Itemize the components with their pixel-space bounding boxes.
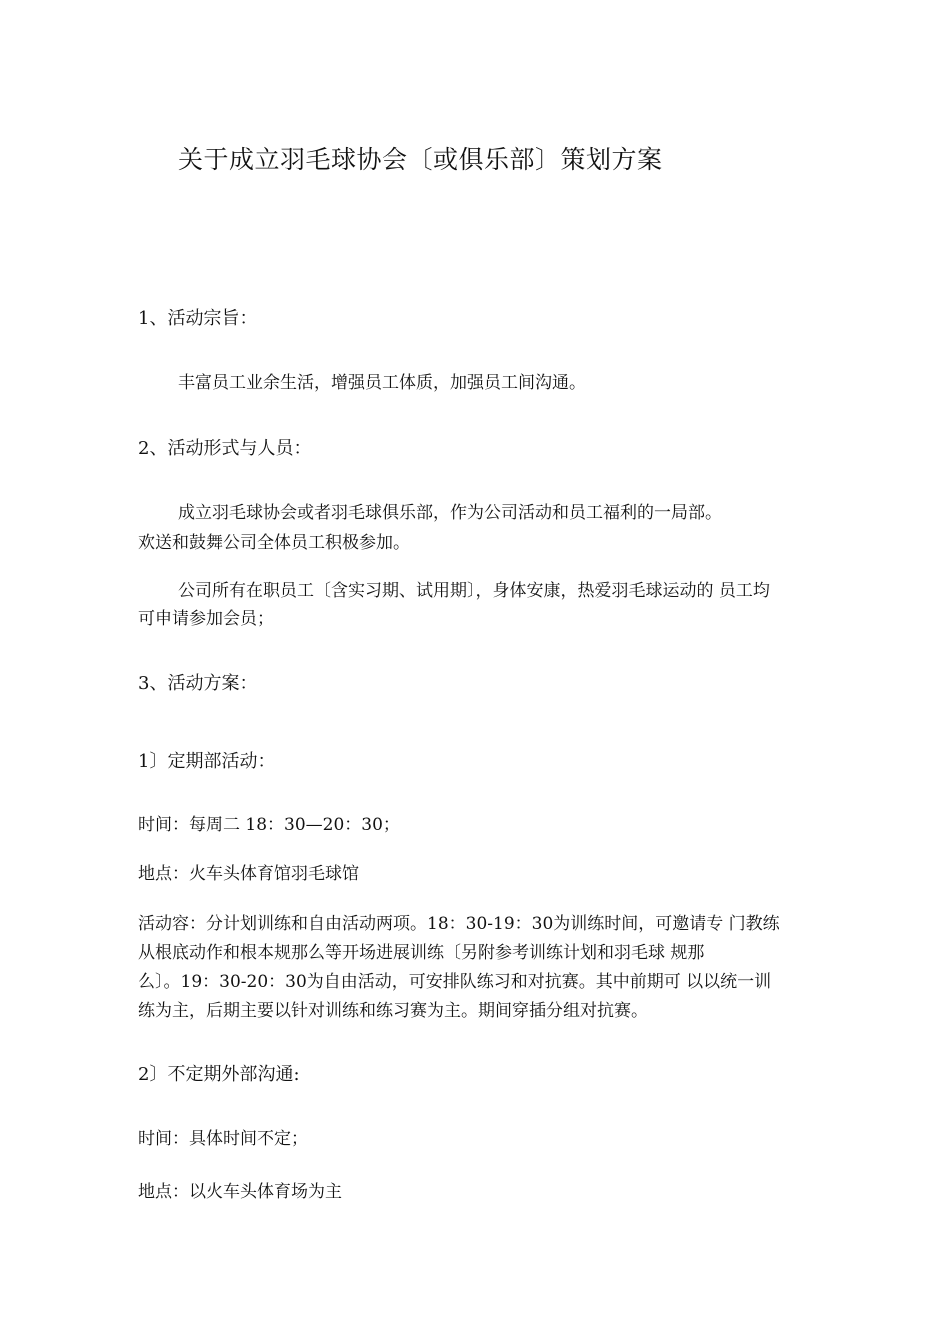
section-2-para-1-line-1: 成立羽毛球协会或者羽毛球俱乐部，作为公司活动和员工福利的一局部。 xyxy=(178,503,722,523)
subsection-1-time: 时间：每周二 18：30—20：30； xyxy=(138,815,400,835)
subsection-2-time: 时间：具体时间不定； xyxy=(138,1129,308,1149)
subsection-2-place: 地点：以火车头体育场为主 xyxy=(138,1182,342,1202)
subsection-1-content-line-4: 练为主，后期主要以针对训练和练习赛为主。期间穿插分组对抗赛。 xyxy=(138,1001,648,1021)
subsection-1-place: 地点：火车头体育馆羽毛球馆 xyxy=(138,864,359,884)
document-title: 关于成立羽毛球协会〔或俱乐部〕策划方案 xyxy=(178,145,663,174)
subsection-1-content-line-1: 活动容：分计划训练和自由活动两项。18：30-19：30为训练时间，可邀请专 门教练 xyxy=(138,914,780,934)
section-1-heading: 1、活动宗旨： xyxy=(138,308,258,329)
section-2-para-2-line-2: 可申请参加会员； xyxy=(138,609,274,629)
subsection-1-heading: 1〕定期部活动： xyxy=(138,751,276,772)
subsection-2-heading: 2〕不定期外部沟通: xyxy=(138,1064,300,1085)
section-2-heading: 2、活动形式与人员： xyxy=(138,438,312,459)
subsection-1-content-line-3: 么〕。19：30-20：30为自由活动，可安排队练习和对抗赛。其中前期可 以以统一训 xyxy=(138,972,772,992)
section-1-text: 丰富员工业余生活，增强员工体质，加强员工间沟通。 xyxy=(178,373,586,393)
section-2-para-2-line-1: 公司所有在职员工〔含实习期、试用期〕，身体安康，热爱羽毛球运动的 员工均 xyxy=(178,581,770,601)
section-2-para-1-line-2: 欢送和鼓舞公司全体员工积极参加。 xyxy=(138,533,410,553)
section-3-heading: 3、活动方案： xyxy=(138,673,258,694)
subsection-1-content-line-2: 从根底动作和根本规那么等开场进展训练〔另附参考训练计划和羽毛球 规那 xyxy=(138,943,705,963)
